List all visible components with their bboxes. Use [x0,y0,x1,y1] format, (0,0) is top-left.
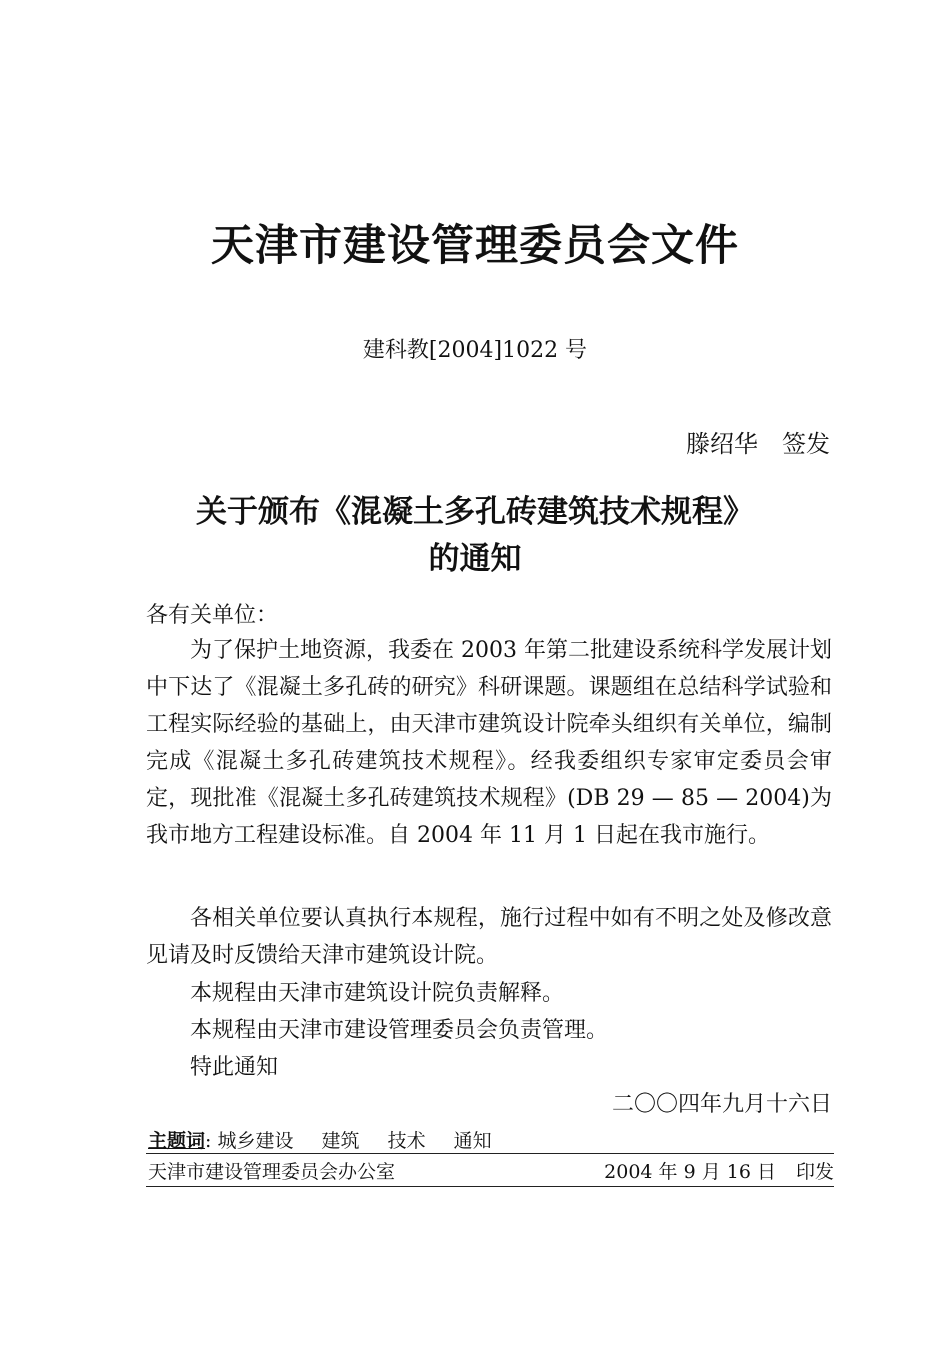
keywords-label: 主题词 [148,1130,206,1152]
body-paragraph-4: 本规程由天津市建设管理委员会负责管理。 [190,1018,609,1043]
body-paragraph-1: 为了保护土地资源，我委在 2003 年第二批建设系统科学发展计划中下达了《混凝土多孔砖的研究》科研课题。课题组在总结科学试验和工程实际经验的基础上，由天津市建筑设计院牵头组织有关单位，编制完成《混凝土多孔砖建筑技术规程》。经我委组织专家审定委员会审定，现批准《混凝土多孔砖建筑技术规程》(DB 29 — 85 — 2004)为我市地方工程建设标准。自 2004 年 11 月 1 日起在我市施行。 [146,638,832,848]
footer-divider-bottom [146,1186,834,1187]
keyword-item: 通知 [453,1130,492,1152]
closing-phrase: 特此通知 [190,1055,279,1080]
body-paragraph-3: 本规程由天津市建筑设计院负责解释。 [190,981,565,1006]
document-number: 建科教[2004]1022 号 [362,338,588,363]
keyword-item: 建筑 [321,1130,360,1152]
keywords-colon: : [205,1130,212,1152]
issuing-office: 天津市建设管理委员会办公室 [148,1161,396,1183]
issue-date: 2004 年 9 月 16 日 [604,1161,776,1183]
issue-action: 印发 [795,1161,834,1183]
document-header-title: 天津市建设管理委员会文件 [211,221,739,271]
body-paragraph-2: 各相关单位要认真执行本规程，施行过程中如有不明之处及修改意见请及时反馈给天津市建筑设计院。 [146,906,832,968]
keyword-item: 技术 [387,1130,426,1152]
salutation: 各有关单位： [146,603,279,628]
notice-title-line-2: 的通知 [428,541,522,577]
keyword-item: 城乡建设 [217,1130,294,1152]
signer-line [686,424,830,459]
issue-date-line [604,1157,834,1184]
signer-action: 签发 [782,430,830,458]
signer-name: 滕绍华 [686,430,758,458]
keywords-line [148,1126,514,1153]
footer-divider-top [146,1153,834,1154]
notice-title-line-1: 关于颁布《混凝土多孔砖建筑技术规程》 [196,494,754,530]
document-date: 二〇〇四年九月十六日 [611,1092,832,1117]
